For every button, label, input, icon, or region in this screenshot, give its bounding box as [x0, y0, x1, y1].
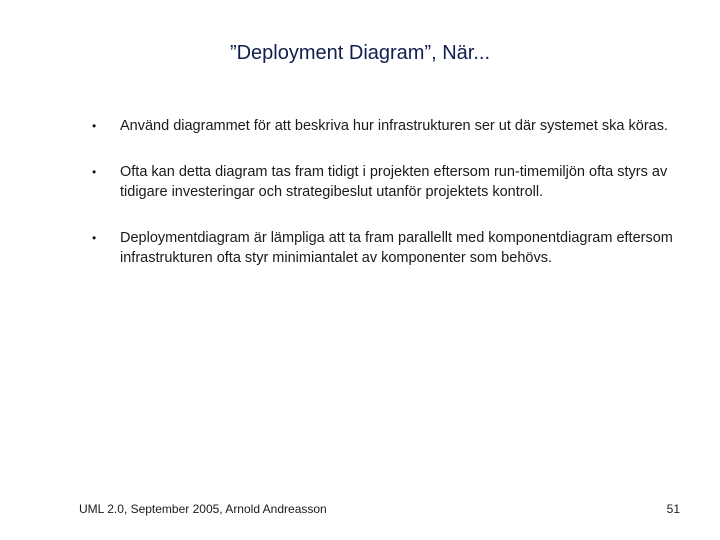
footer-credit: UML 2.0, September 2005, Arnold Andreasson — [79, 502, 327, 516]
bullet-marker: • — [92, 165, 97, 179]
slide-title: ”Deployment Diagram”, När... — [229, 42, 491, 64]
bullet-marker: • — [92, 119, 97, 133]
bullet-text: Deploymentdiagram är lämpliga att ta fram parallellt med komponentdiagram eftersom infrastrukturen ofta styr minimiantalet av komponenter som behövs. — [120, 230, 673, 266]
slide-footer — [79, 500, 680, 518]
bullet-text: Ofta kan detta diagram tas fram tidigt i projekten eftersom run-timemiljön ofta styrs av tidigare investeringar och strategibeslut utanför projektets kontroll. — [120, 164, 668, 200]
bullet-item — [92, 228, 682, 268]
bullet-item — [92, 116, 682, 136]
page-number: 51 — [666, 502, 680, 516]
bullet-item — [92, 162, 682, 202]
bullet-list — [92, 116, 682, 294]
bullet-marker: • — [92, 231, 97, 245]
bullet-text: Använd diagrammet för att beskriva hur infrastrukturen ser ut där systemet ska köras. — [120, 118, 669, 134]
